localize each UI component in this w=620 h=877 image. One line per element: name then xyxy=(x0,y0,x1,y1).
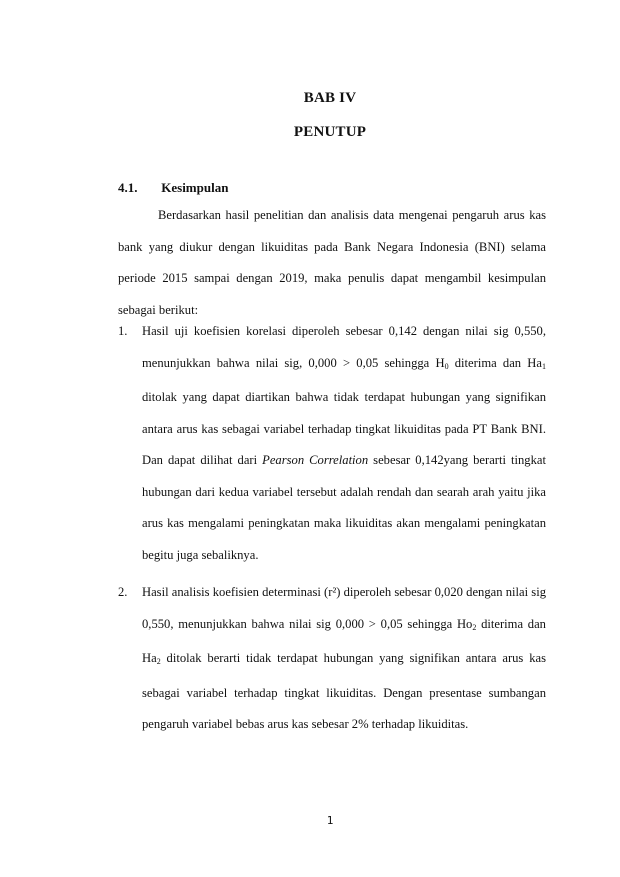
section-number: 4.1. xyxy=(118,180,138,195)
text-segment: Hasil uji koefisien korelasi diperoleh sebesar 0,142 dengan nilai sig 0,550, menunjukkan bahwa nilai sig, 0,000 > 0,05 sehingga H xyxy=(142,324,546,370)
list-marker: 2. xyxy=(118,585,128,599)
chapter-label: BAB IV xyxy=(303,90,357,106)
text-segment: sebesar 0,142yang berarti tingkat hubungan dari kedua variabel tersebut adalah rendah dan searah arah yaitu jika arus kas mengalami peningkatan maka likuiditas akan mengalami peningkatan begitu juga sebaliknya. xyxy=(142,453,546,562)
list-marker: 1. xyxy=(118,324,128,338)
list-item-text xyxy=(142,577,546,741)
subscript: 1 xyxy=(541,361,546,371)
list-item xyxy=(118,577,546,741)
subscript: 2 xyxy=(472,622,477,632)
list-item xyxy=(118,316,546,571)
section-heading xyxy=(118,180,228,196)
page-number: 1 xyxy=(326,814,334,827)
intro-paragraph: Berdasarkan hasil penelitian dan analisis data mengenai pengaruh arus kas bank yang diukur dengan likuiditas pada Bank Negara Indonesia (BNI) selama periode 2015 sampai dengan 2019, maka penulis dapat mengambil kesimpulan sebagai berikut: xyxy=(118,208,546,317)
subscript: 0 xyxy=(444,361,449,371)
text-segment: diterima dan Ha xyxy=(448,355,542,370)
subscript: 2 xyxy=(156,657,161,666)
section-title: Kesimpulan xyxy=(161,180,229,195)
text-segment: diterima dan Ha xyxy=(142,616,546,665)
text-segment: Hasil analisis koefisien determinasi (r²) diperoleh sebesar 0,020 dengan nilai sig 0,550, menunjukkan bahwa nilai sig 0,000 > 0,05 sehingga Ho xyxy=(142,585,546,631)
chapter-title: PENUTUP xyxy=(293,124,367,140)
emphasis-text: Pearson Correlation xyxy=(262,453,369,467)
text-segment: ditolak berarti tidak terdapat hubungan yang signifikan antara arus kas sebagai variabel terhadap tingkat likuiditas. Dengan presentase sumbangan pengaruh variabel bebas arus kas sebesar 2% terhadap likuiditas. xyxy=(142,651,546,731)
text-segment: ditolak yang dapat diartikan bahwa tidak terdapat hubungan yang signifikan antara arus kas sebagai variabel terhadap tingkat likuiditas pada PT Bank BNI. Dan dapat dilihat dari xyxy=(142,390,546,467)
list-item-text xyxy=(142,316,546,571)
